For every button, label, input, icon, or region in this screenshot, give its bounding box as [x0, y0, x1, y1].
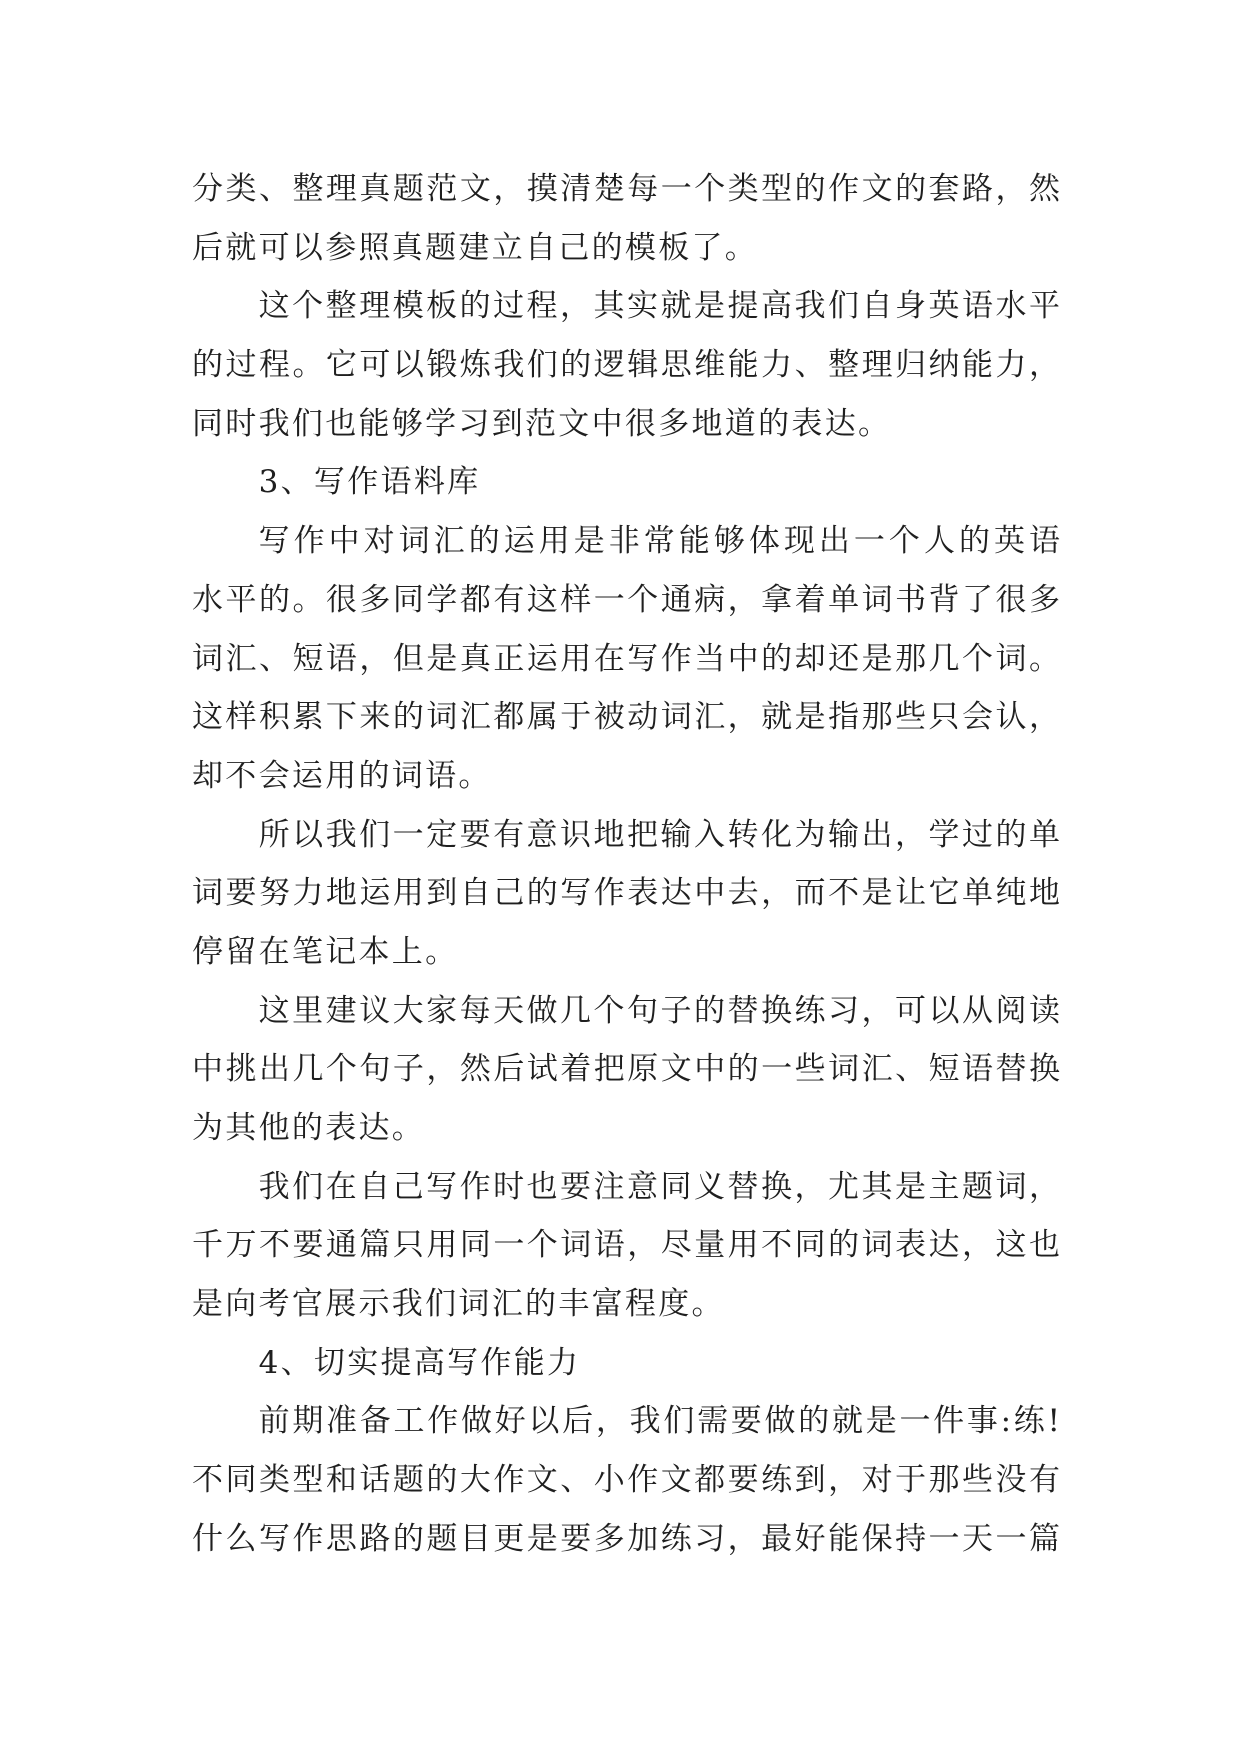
paragraph — [192, 1158, 1060, 1334]
document-body — [192, 160, 1060, 1569]
paragraph-line: 词汇、短语，但是真正运用在写作当中的却还是那几个词。 — [192, 640, 1060, 677]
paragraph-line: 停留在笔记本上。 — [192, 933, 459, 970]
paragraph — [192, 982, 1060, 1158]
paragraph-line: 同时我们也能够学习到范文中很多地道的表达。 — [192, 405, 892, 442]
section-heading-text: 4、切实提高写作能力 — [258, 1344, 581, 1381]
paragraph-line: 所以我们一定要有意识地把输入转化为输出，学过的单 — [258, 816, 1060, 853]
paragraph-line: 这样积累下来的词汇都属于被动词汇，就是指那些只会认， — [192, 699, 1060, 736]
paragraph-line: 这里建议大家每天做几个句子的替换练习，可以从阅读 — [258, 992, 1060, 1029]
paragraph-line: 什么写作思路的题目更是要多加练习，最好能保持一天一篇 — [192, 1520, 1060, 1557]
paragraph-line: 分类、整理真题范文，摸清楚每一个类型的作文的套路，然 — [192, 171, 1060, 207]
paragraph-line: 水平的。很多同学都有这样一个通病，拿着单词书背了很多 — [192, 581, 1060, 618]
paragraph-line: 这个整理模板的过程，其实就是提高我们自身英语水平 — [258, 288, 1060, 325]
paragraph — [192, 512, 1060, 805]
paragraph-line: 千万不要通篇只用同一个词语，尽量用不同的词表达，这也 — [192, 1227, 1060, 1264]
paragraph — [192, 160, 1060, 277]
paragraph-line: 不同类型和话题的大作文、小作文都要练到，对于那些没有 — [192, 1462, 1060, 1499]
section-heading-text: 3、写作语料库 — [258, 464, 481, 501]
paragraph — [192, 806, 1060, 982]
section-heading — [192, 1334, 1060, 1393]
paragraph — [192, 1392, 1060, 1568]
paragraph-line: 我们在自己写作时也要注意同义替换，尤其是主题词， — [258, 1168, 1060, 1205]
paragraph-line: 后就可以参照真题建立自己的模板了。 — [192, 229, 759, 266]
paragraph-line: 写作中对词汇的运用是非常能够体现出一个人的英语 — [258, 523, 1060, 560]
paragraph-line: 是向考官展示我们词汇的丰富程度。 — [192, 1286, 725, 1323]
paragraph-line: 前期准备工作做好以后，我们需要做的就是一件事:练! — [258, 1403, 1060, 1440]
paragraph-line: 中挑出几个句子，然后试着把原文中的一些词汇、短语替换 — [192, 1051, 1060, 1088]
paragraph-line: 词要努力地运用到自己的写作表达中去，而不是让它单纯地 — [192, 875, 1060, 912]
paragraph-line: 却不会运用的词语。 — [192, 757, 492, 794]
paragraph-line: 的过程。它可以锻炼我们的逻辑思维能力、整理归纳能力， — [192, 347, 1060, 384]
paragraph-line: 为其他的表达。 — [192, 1110, 426, 1146]
paragraph — [192, 277, 1060, 453]
section-heading — [192, 453, 1060, 512]
